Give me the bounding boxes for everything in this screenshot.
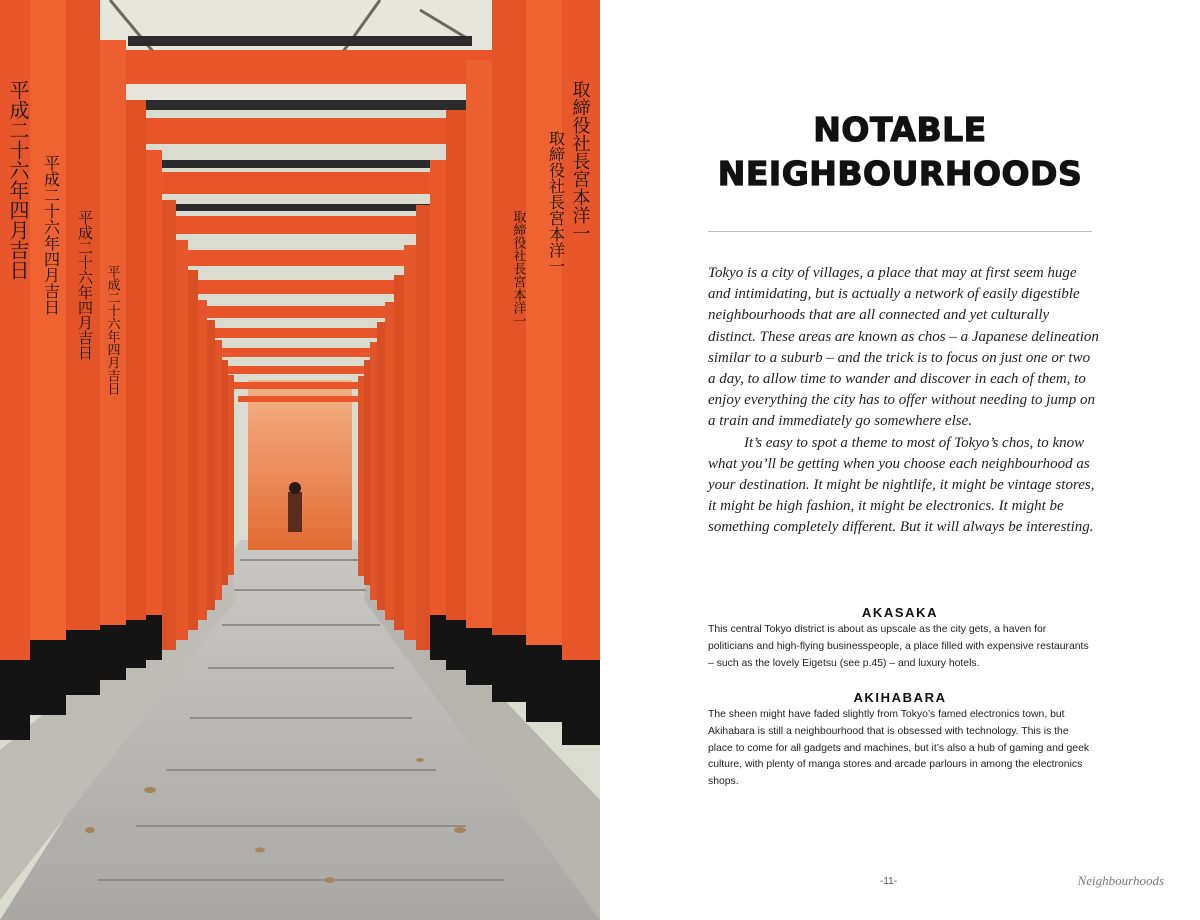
title-line-2: NEIGHBOURHOODS <box>717 154 1083 193</box>
inscription-left: 平成二十六年四月吉日 <box>6 80 30 280</box>
section-akihabara <box>708 690 1092 791</box>
inscription-left-4: 平成二十六年四月吉日 <box>104 265 120 395</box>
inscription-left-3: 平成二十六年四月吉日 <box>76 210 94 360</box>
section-heading: AKASAKA <box>861 605 939 620</box>
title-line-1: NOTABLE <box>813 110 987 149</box>
section-heading: AKIHABARA <box>853 690 947 705</box>
intro-paragraph-2: It’s easy to spot a theme to most of Tokyo’s chos, to know what you’ll be getting when you choose each neighbourhood as your destination. It might be nightlife, it might be vintage stores, it might be high fashion, it might be electronics. It might be something completely different. But it will always be interesting. <box>708 434 1095 536</box>
title-divider <box>708 231 1092 232</box>
intro-text <box>708 263 1100 539</box>
running-head: Neighbourhoods <box>1077 873 1164 888</box>
page-number: -11- <box>880 876 898 887</box>
page-title <box>708 108 1092 196</box>
section-akasaka <box>708 605 1092 672</box>
section-body: This central Tokyo district is about as upscale as the city gets, a haven for politicians and high-flying businesspeople, a place filled with expensive restaurants – such as the lovely Eigetsu (see p.45) – and luxury hotels. <box>708 624 1089 669</box>
inscription-right: 取締役社長宮本洋一 <box>569 80 591 242</box>
inscription-left-2: 平成二十六年四月吉日 <box>41 155 61 315</box>
inscription-right-3: 取締役社長宮本洋一 <box>510 210 526 327</box>
intro-paragraph-1: Tokyo is a city of villages, a place that may at first seem huge and intimidating, but is actually a network of easily digestible neighbourhoods that are all connected and yet culturally distinct. These areas are known as chos – a Japanese delineation similar to a suburb – and the trick is to focus on just one or two a day, to allow time to wander and discover in each of them, to enjoy everything the city has to offer without needing to jump on a train and immediately go somewhere else. <box>708 265 1099 430</box>
section-body: The sheen might have faded slightly from Tokyo’s famed electronics town, but Akihabara is still a neighbourhood that is obsessed with technology. This is the place to come for all gadgets and machines, but it’s also a hub of gaming and geek culture, with plenty of manga stores and arcade parlours in among the electronics shops. <box>708 709 1090 788</box>
inscription-right-2: 取締役社長宮本洋一 <box>546 130 566 274</box>
